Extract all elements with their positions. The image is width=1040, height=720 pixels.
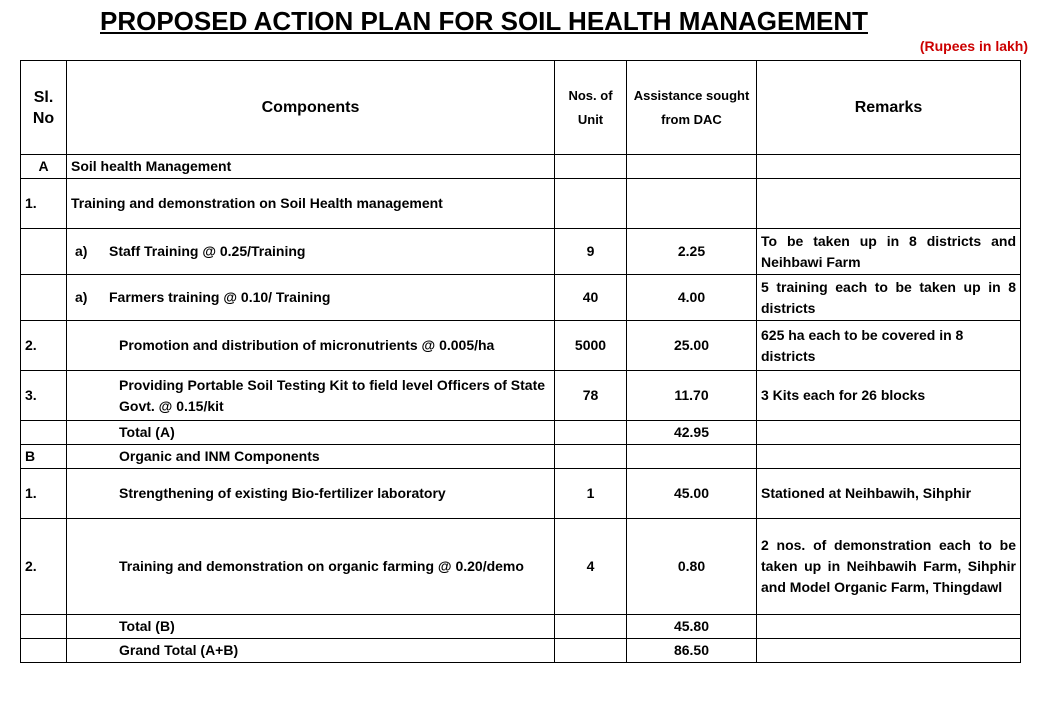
cell-amount: 4.00 bbox=[627, 275, 757, 321]
table-row bbox=[21, 639, 1021, 663]
table-row bbox=[21, 321, 1021, 371]
cell-component: Training and demonstration on Soil Health management bbox=[67, 179, 555, 229]
cell-component-text: Staff Training @ 0.25/Training bbox=[109, 243, 306, 259]
cell-sl bbox=[21, 639, 67, 663]
cell-remarks: Stationed at Neihbawih, Sihphir bbox=[757, 469, 1021, 519]
cell-amount bbox=[627, 155, 757, 179]
header-sl-no: Sl. No bbox=[21, 61, 67, 155]
sub-item-marker: a) bbox=[75, 243, 88, 259]
cell-amount: 45.00 bbox=[627, 469, 757, 519]
cell-component: Soil health Management bbox=[67, 155, 555, 179]
cell-units bbox=[555, 615, 627, 639]
cell-units bbox=[555, 155, 627, 179]
cell-remarks bbox=[757, 179, 1021, 229]
header-assistance: Assistance sought from DAC bbox=[627, 61, 757, 155]
cell-remarks bbox=[757, 615, 1021, 639]
cell-remarks: To be taken up in 8 districts and Neihbawi Farm bbox=[757, 229, 1021, 275]
cell-component: Strengthening of existing Bio-fertilizer laboratory bbox=[67, 469, 555, 519]
header-nos-of-unit: Nos. of Unit bbox=[555, 61, 627, 155]
cell-sl: B bbox=[21, 445, 67, 469]
cell-sl bbox=[21, 421, 67, 445]
table-row bbox=[21, 179, 1021, 229]
cell-sl bbox=[21, 229, 67, 275]
cell-amount: 0.80 bbox=[627, 519, 757, 615]
cell-sl: 2. bbox=[21, 519, 67, 615]
cell-sl: 2. bbox=[21, 321, 67, 371]
table-row bbox=[21, 421, 1021, 445]
cell-amount: 25.00 bbox=[627, 321, 757, 371]
cell-amount: 42.95 bbox=[627, 421, 757, 445]
cell-remarks: 625 ha each to be covered in 8 districts bbox=[757, 321, 1021, 371]
cell-amount: 86.50 bbox=[627, 639, 757, 663]
cell-amount bbox=[627, 179, 757, 229]
cell-units: 1 bbox=[555, 469, 627, 519]
cell-sl: 1. bbox=[21, 179, 67, 229]
sub-item-marker: a) bbox=[75, 289, 88, 305]
cell-component-text: Farmers training @ 0.10/ Training bbox=[109, 289, 331, 305]
table-row bbox=[21, 445, 1021, 469]
table-row bbox=[21, 155, 1021, 179]
table-row bbox=[21, 469, 1021, 519]
cell-component bbox=[67, 275, 555, 321]
cell-units: 78 bbox=[555, 371, 627, 421]
cell-sl: 1. bbox=[21, 469, 67, 519]
cell-component bbox=[67, 229, 555, 275]
cell-sl: A bbox=[21, 155, 67, 179]
cell-component: Training and demonstration on organic farming @ 0.20/demo bbox=[67, 519, 555, 615]
header-remarks: Remarks bbox=[757, 61, 1021, 155]
header-components: Components bbox=[67, 61, 555, 155]
cell-units bbox=[555, 179, 627, 229]
cell-component: Total (B) bbox=[67, 615, 555, 639]
cell-remarks: 3 Kits each for 26 blocks bbox=[757, 371, 1021, 421]
cell-sl: 3. bbox=[21, 371, 67, 421]
cell-remarks bbox=[757, 445, 1021, 469]
table-row bbox=[21, 615, 1021, 639]
cell-component: Providing Portable Soil Testing Kit to field level Officers of State Govt. @ 0.15/kit bbox=[67, 371, 555, 421]
cell-units bbox=[555, 639, 627, 663]
action-plan-table bbox=[20, 60, 1021, 663]
cell-amount: 2.25 bbox=[627, 229, 757, 275]
table-header-row bbox=[21, 61, 1021, 155]
units-note: (Rupees in lakh) bbox=[919, 38, 1028, 54]
cell-component: Grand Total (A+B) bbox=[67, 639, 555, 663]
cell-amount: 11.70 bbox=[627, 371, 757, 421]
cell-units: 4 bbox=[555, 519, 627, 615]
cell-component: Organic and INM Components bbox=[67, 445, 555, 469]
cell-units bbox=[555, 445, 627, 469]
table-row bbox=[21, 275, 1021, 321]
cell-remarks bbox=[757, 421, 1021, 445]
cell-component: Total (A) bbox=[67, 421, 555, 445]
cell-remarks bbox=[757, 155, 1021, 179]
cell-units: 9 bbox=[555, 229, 627, 275]
cell-remarks: 2 nos. of demonstration each to be taken up in Neihbawih Farm, Sihphir and Model Organic Farm, Thingdawl bbox=[757, 519, 1021, 615]
table-row bbox=[21, 519, 1021, 615]
cell-amount bbox=[627, 445, 757, 469]
page-title: PROPOSED ACTION PLAN FOR SOIL HEALTH MANAGEMENT bbox=[100, 6, 868, 36]
cell-component: Promotion and distribution of micronutrients @ 0.005/ha bbox=[67, 321, 555, 371]
table-row bbox=[21, 229, 1021, 275]
cell-sl bbox=[21, 615, 67, 639]
cell-units: 5000 bbox=[555, 321, 627, 371]
cell-remarks: 5 training each to be taken up in 8 districts bbox=[757, 275, 1021, 321]
table-row bbox=[21, 371, 1021, 421]
cell-units: 40 bbox=[555, 275, 627, 321]
cell-amount: 45.80 bbox=[627, 615, 757, 639]
cell-units bbox=[555, 421, 627, 445]
cell-sl bbox=[21, 275, 67, 321]
cell-remarks bbox=[757, 639, 1021, 663]
